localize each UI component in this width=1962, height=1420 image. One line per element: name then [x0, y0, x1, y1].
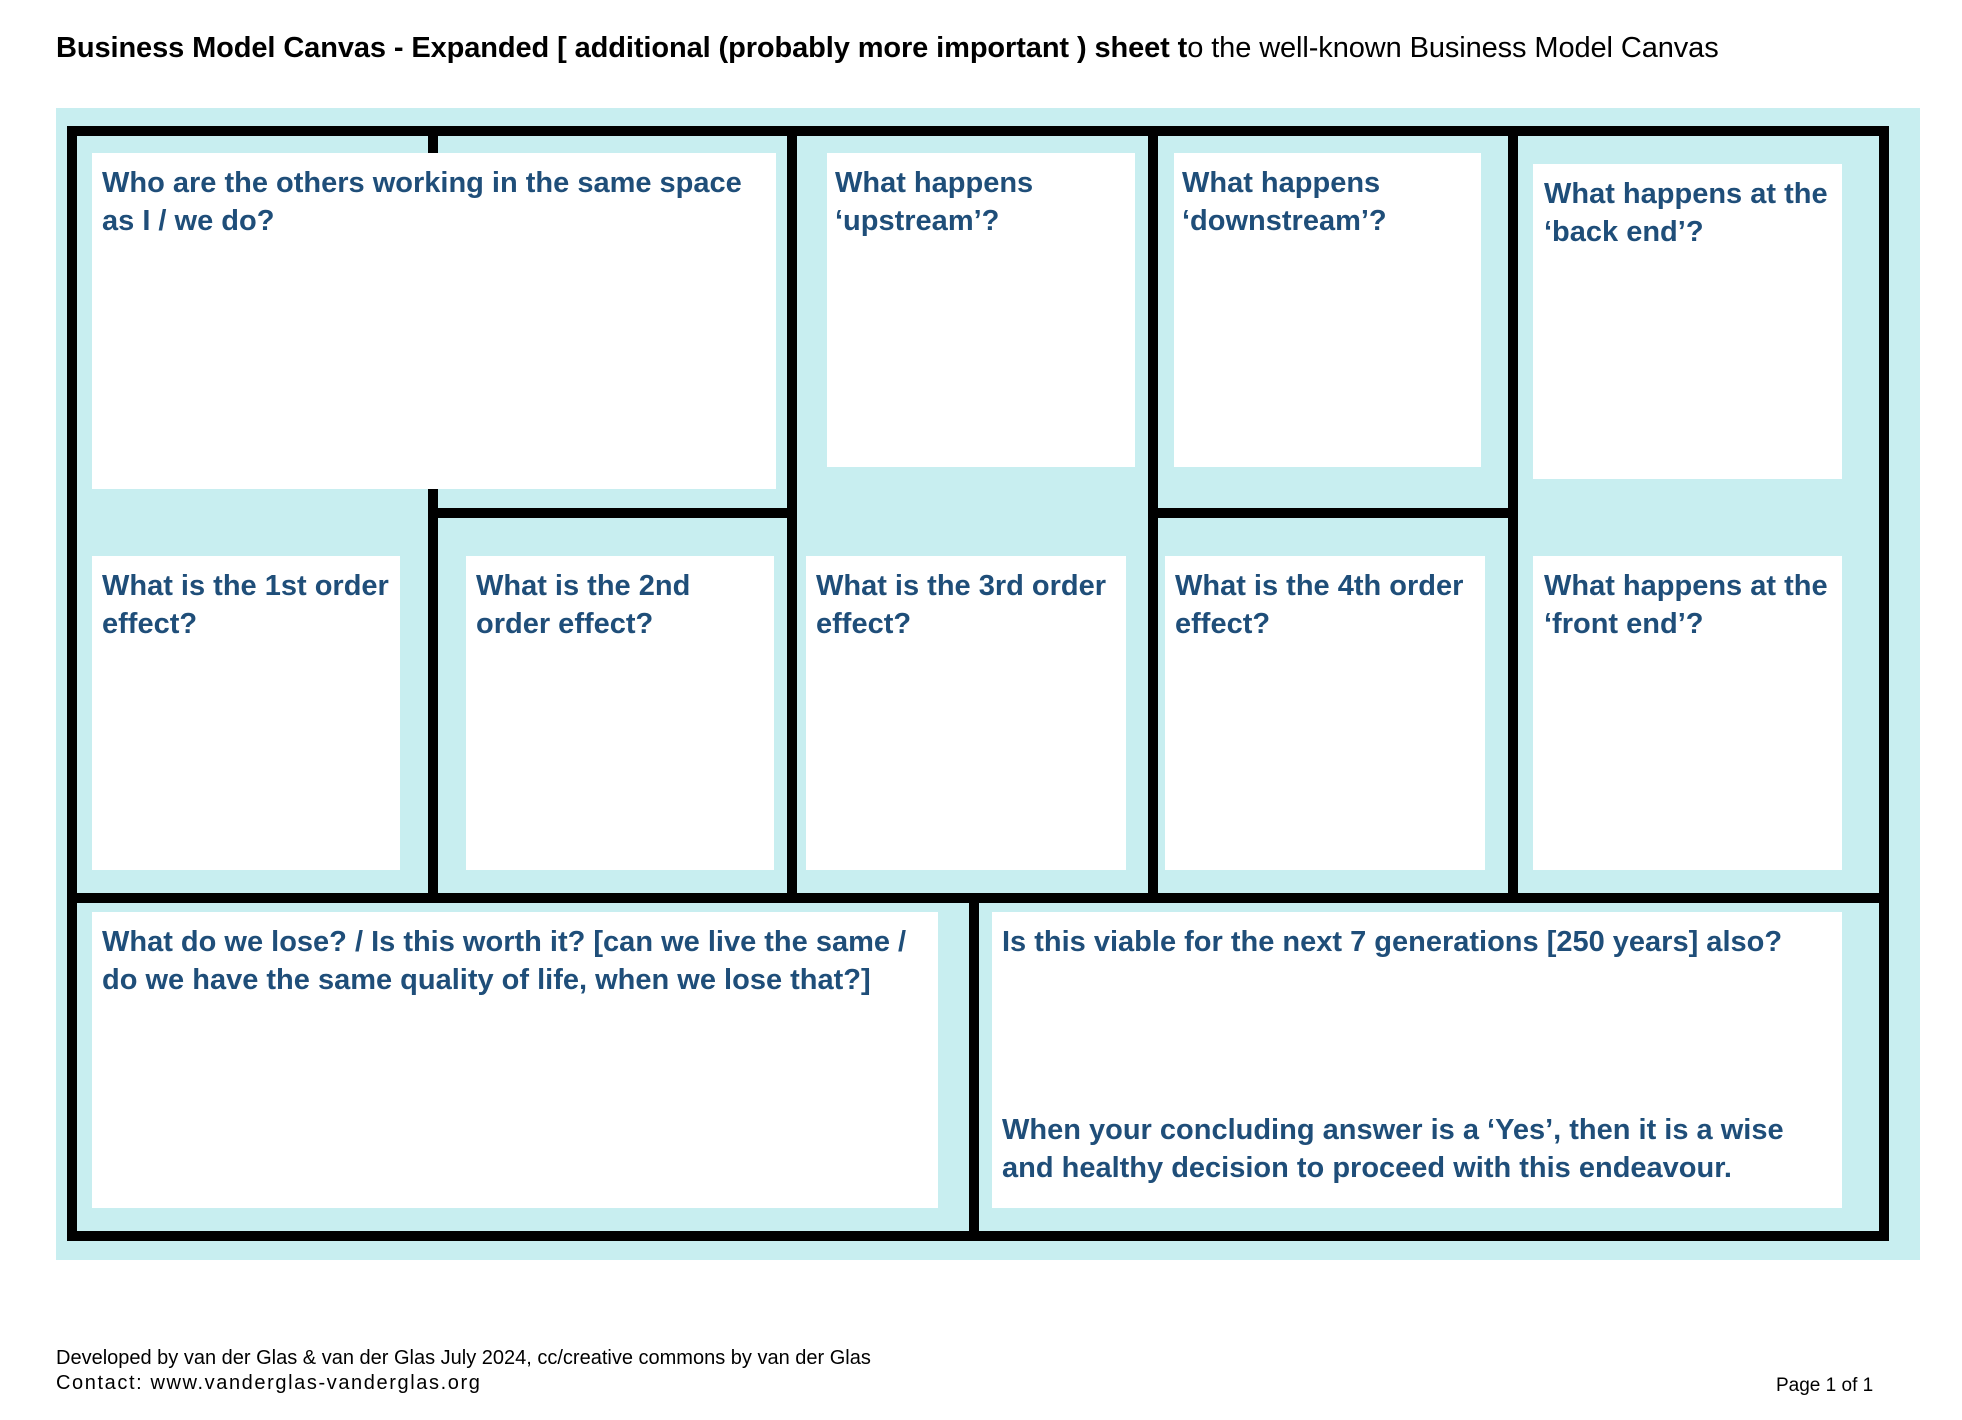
- question-front-end: What happens at the ‘front end’?: [1544, 570, 1828, 640]
- grid-line-outer-right: [1879, 126, 1889, 1241]
- question-upstream: What happens ‘upstream’?: [835, 167, 1034, 237]
- grid-line-bottom-vertical: [969, 898, 979, 1241]
- footer-contact: Contact: www.vanderglas-vanderglas.org: [56, 1372, 482, 1394]
- document-title: [56, 32, 1719, 65]
- grid-line-outer-top: [67, 126, 1889, 136]
- grid-line-outer-left: [67, 126, 77, 1241]
- question-seven-generations: Is this viable for the next 7 generations [250 years] also?: [1002, 926, 1783, 958]
- question-what-do-we-lose: What do we lose? / Is this worth it? [can we live the same / do we have the same quality of life, when we lose that?]: [102, 926, 907, 996]
- question-downstream: What happens ‘downstream’?: [1182, 167, 1387, 237]
- footer-page-number: Page 1 of 1: [1776, 1375, 1874, 1396]
- title-regular-part: o the well-known Business Model Canvas: [1187, 32, 1719, 64]
- question-third-order: What is the 3rd order effect?: [816, 570, 1107, 640]
- footer-developed-by: Developed by van der Glas & van der Glas July 2024, cc/creative commons by van der Glas: [56, 1347, 871, 1369]
- question-second-order: What is the 2nd order effect?: [476, 570, 691, 640]
- concluding-answer-note: When your concluding answer is a ‘Yes’, then it is a wise and healthy decision to proceed with this endeavour.: [1002, 1114, 1784, 1184]
- grid-line-short-horizontal-left: [428, 508, 797, 518]
- question-others-same-space: Who are the others working in the same space as I / we do?: [102, 167, 742, 237]
- grid-line-short-horizontal-right: [1148, 508, 1518, 518]
- question-first-order: What is the 1st order effect?: [102, 570, 389, 640]
- question-back-end: What happens at the ‘back end’?: [1544, 178, 1828, 248]
- title-bold-part: Business Model Canvas - Expanded [ additional (probably more important ) sheet t: [56, 32, 1188, 64]
- question-fourth-order: What is the 4th order effect?: [1175, 570, 1464, 640]
- footer-developed-by-clip: [56, 1347, 979, 1373]
